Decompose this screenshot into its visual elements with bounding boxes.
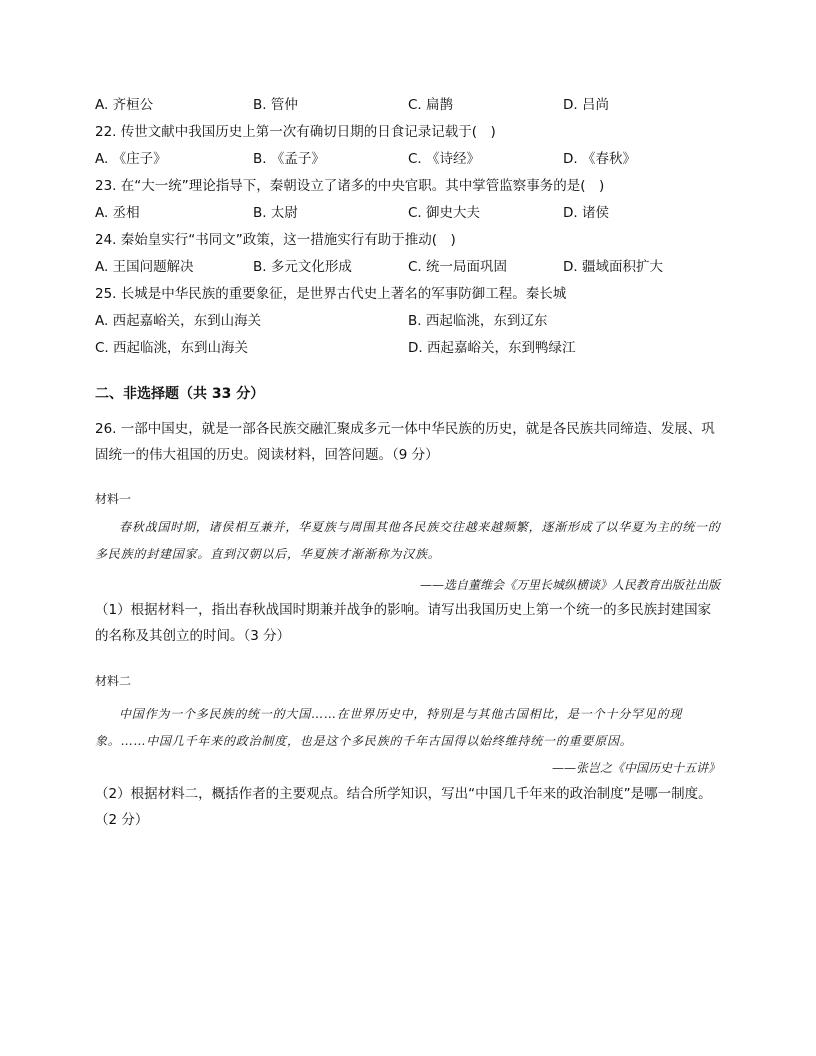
q25-option-b: B. 西起临洮，东到辽东 (408, 313, 548, 329)
q24-options (95, 258, 735, 276)
material-2-text: 中国作为一个多民族的统一的大国……在世界历史中，特别是与其他古国相比，是一个十分罕见的现象。……中国几千年来的政治制度，也是这个多民族的千年古国得以始终维持统一的重要原因。 (95, 707, 683, 748)
material-1-text: 春秋战国时期，诸侯相互兼并，华夏族与周围其他各民族交往越来越频繁，逐渐形成了以华夏为主的统一的多民族的封建国家。直到汉朝以后，华夏族才渐渐称为汉族。 (95, 520, 721, 561)
q21-option-c: C. 扁鹊 (408, 97, 454, 113)
q26-stem: 26. 一部中国史，就是一部各民族交融汇聚成多元一体中华民族的历史，就是各民族共同缔造、发展、巩固统一的伟大祖国的历史。阅读材料，回答问题。（9 分） (95, 421, 715, 463)
q25-options-row2 (95, 339, 735, 357)
q23-option-b: B. 太尉 (253, 205, 298, 221)
q23-option-a: A. 丞相 (95, 205, 140, 221)
q24-stem: 24. 秦始皇实行“书同文”政策，这一措施实行有助于推动( ) (95, 232, 456, 248)
q25-options-row1 (95, 312, 735, 330)
material-2-label: 材料二 (95, 674, 132, 688)
q25-option-d: D. 西起嘉峪关，东到鸭绿江 (408, 340, 576, 356)
q21-option-d: D. 吕尚 (563, 97, 609, 113)
q21-options (95, 96, 735, 114)
q23-option-d: D. 诸侯 (563, 205, 609, 221)
q22-stem: 22. 传世文献中我国历史上第一次有确切日期的日食记录记载于( ) (95, 124, 496, 140)
q22-option-d: D. 《春秋》 (563, 151, 636, 167)
q23-options (95, 204, 735, 222)
material-2-source: ——张岂之《中国历史十五讲》 (551, 761, 720, 775)
material-1-source: ——选自董维会《万里长城纵横谈》人民教育出版社出版 (419, 578, 720, 592)
q26-sub-1: （1）根据材料一，指出春秋战国时期兼并战争的影响。请写出我国历史上第一个统一的多民族封建国家的名称及其创立的时间。（3 分） (95, 602, 712, 644)
q21-option-b: B. 管仲 (253, 97, 298, 113)
q25-option-c: C. 西起临洮，东到山海关 (95, 340, 249, 356)
q22-options (95, 150, 735, 168)
q24-option-b: B. 多元文化形成 (253, 259, 352, 275)
q24-option-a: A. 王国问题解决 (95, 259, 194, 275)
q25-option-a: A. 西起嘉峪关，东到山海关 (95, 313, 262, 329)
q23-option-c: C. 御史大夫 (408, 205, 481, 221)
q22-option-b: B. 《孟子》 (253, 151, 325, 167)
q22-option-c: C. 《诗经》 (408, 151, 481, 167)
q22-option-a: A. 《庄子》 (95, 151, 167, 167)
material-1-label: 材料一 (95, 492, 132, 506)
q25-stem: 25. 长城是中华民族的重要象征，是世界古代史上著名的军事防御工程。秦长城 (95, 286, 567, 302)
section-title: 二、非选择题（共 33 分） (95, 386, 265, 402)
q21-option-a: A. 齐桓公 (95, 97, 154, 113)
q24-option-d: D. 疆域面积扩大 (563, 259, 663, 275)
q26-sub-2: （2）根据材料二，概括作者的主要观点。结合所学知识，写出“中国几千年来的政治制度”是哪一制度。（2 分） (95, 786, 712, 828)
q24-option-c: C. 统一局面巩固 (408, 259, 508, 275)
q23-stem: 23. 在“大一统”理论指导下，秦朝设立了诸多的中央官职。其中掌管监察事务的是( ) (95, 178, 605, 194)
